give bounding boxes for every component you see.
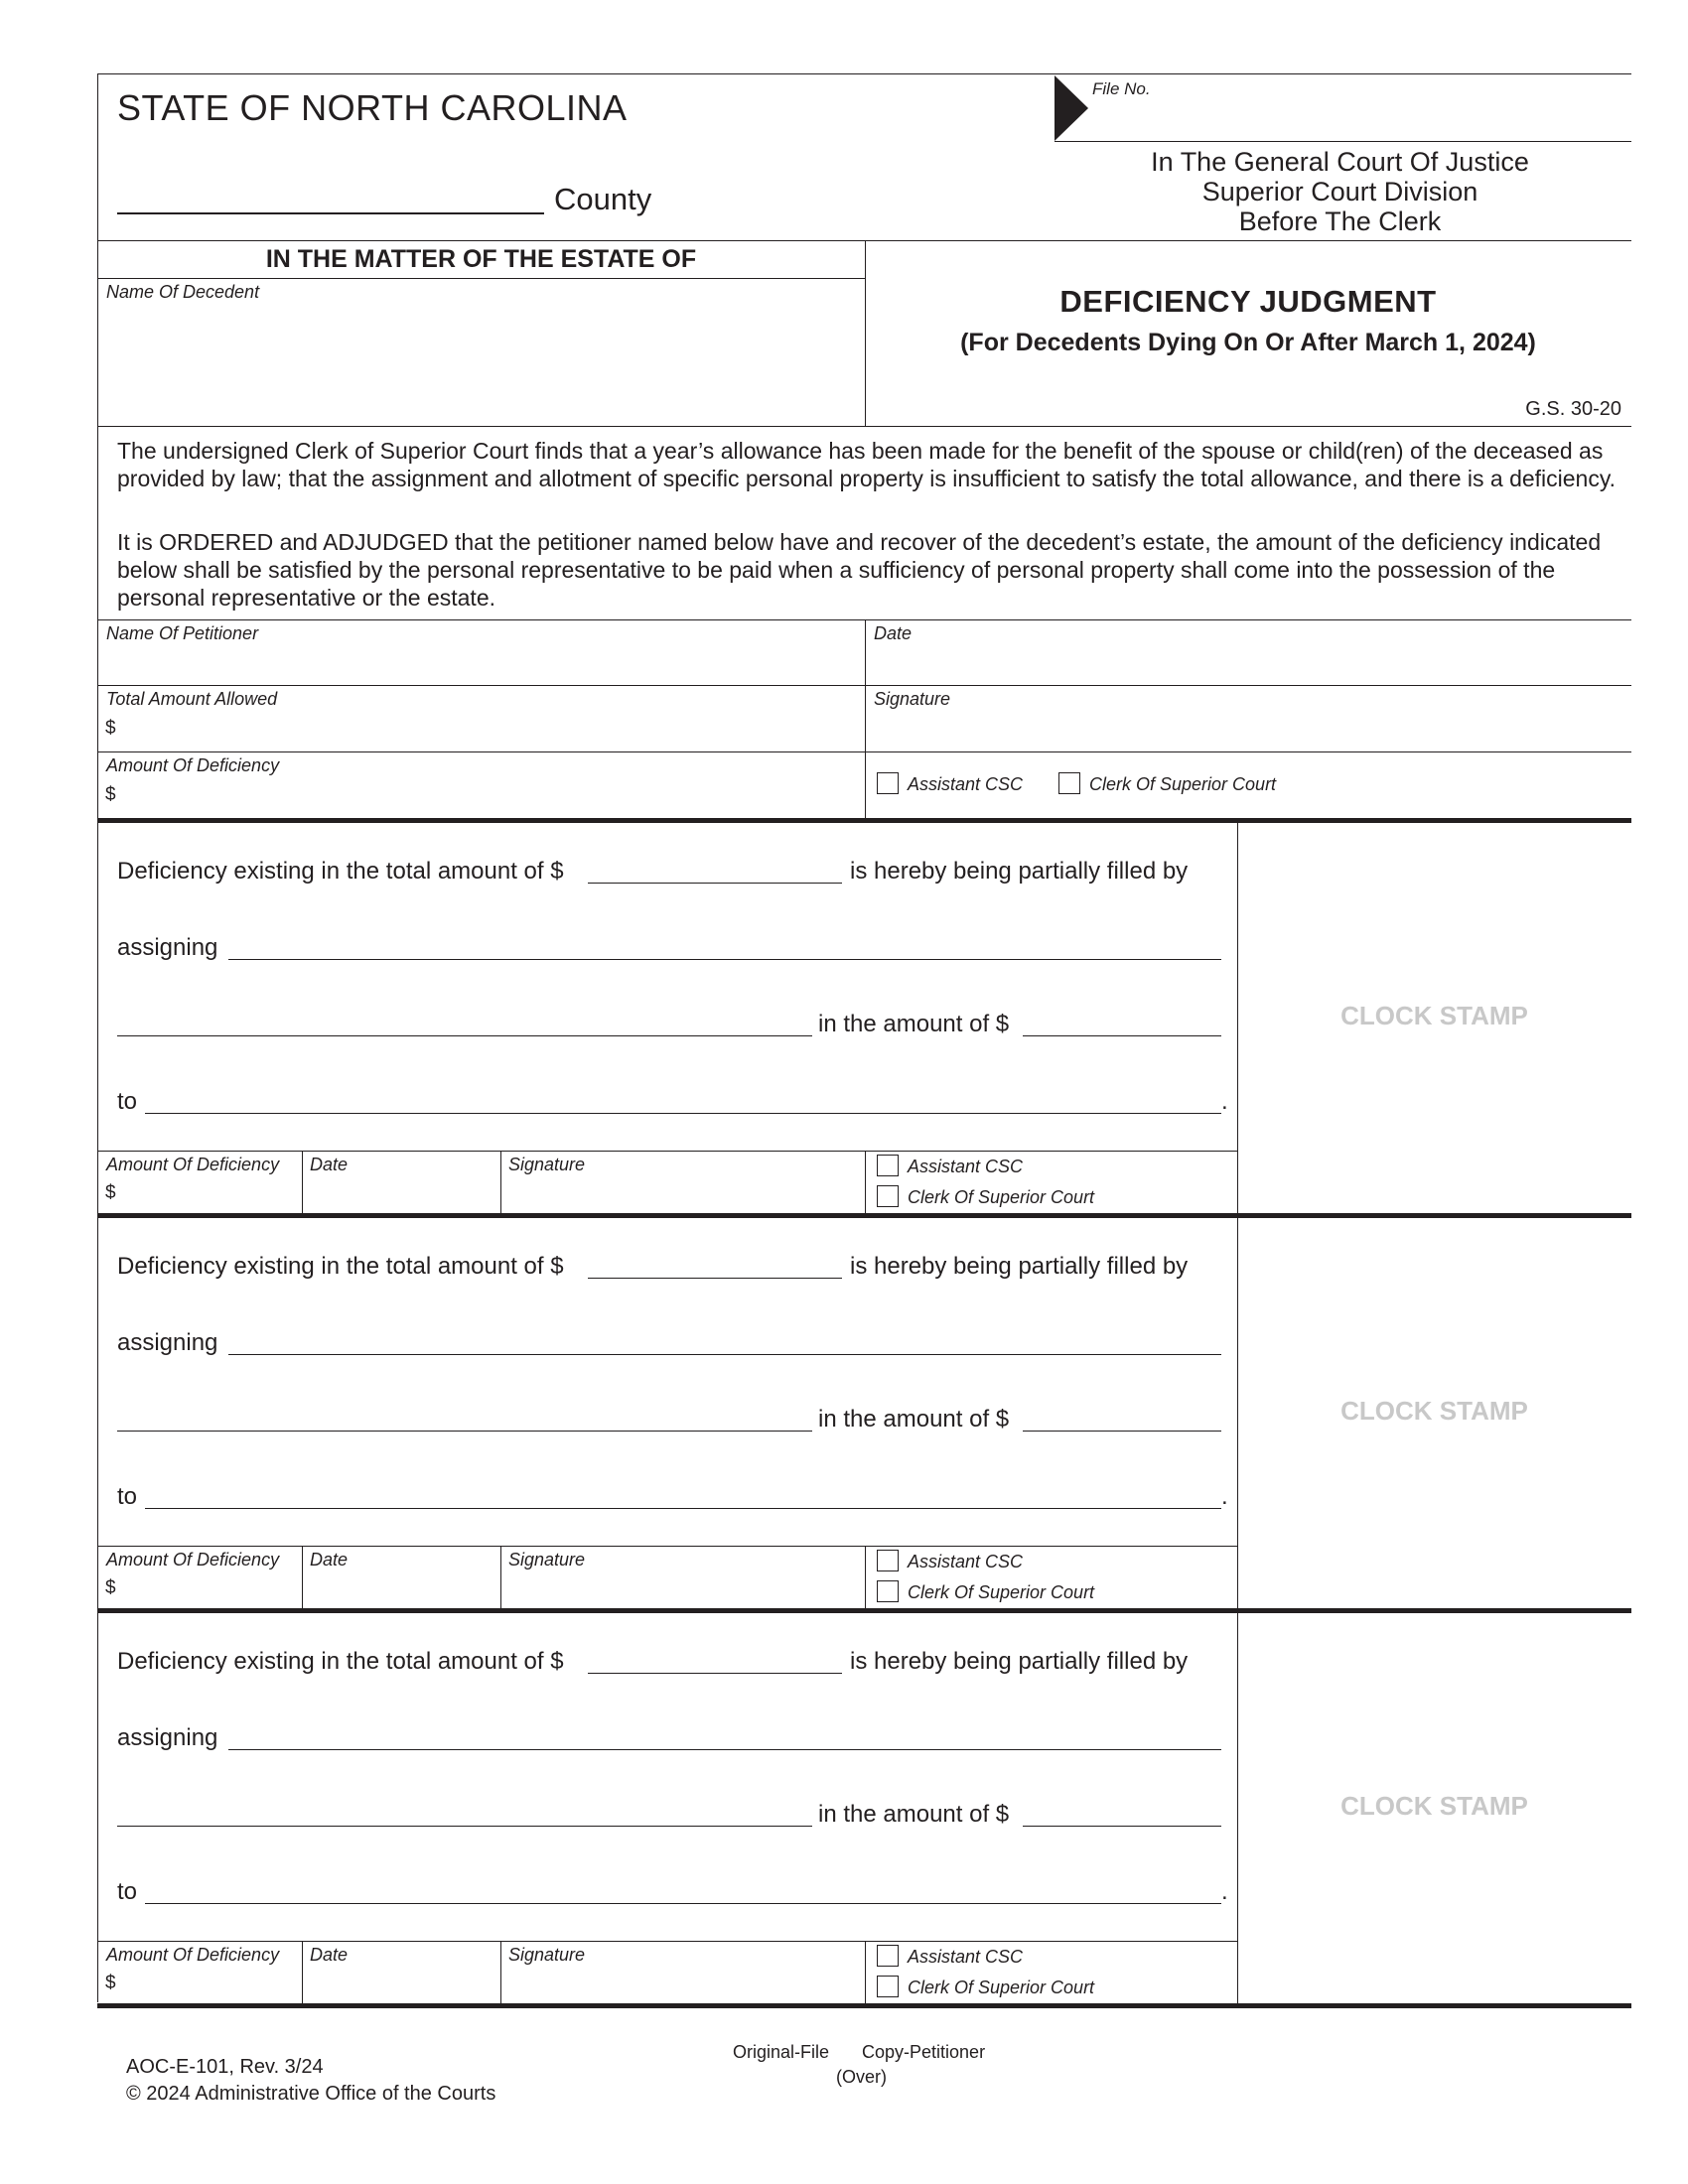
file-no-input[interactable] — [1092, 99, 1628, 139]
entry-2-amount-field[interactable] — [1023, 1431, 1221, 1432]
state-title: STATE OF NORTH CAROLINA — [117, 87, 628, 128]
entry-2-assistant-csc-label: Assistant CSC — [908, 1552, 1024, 1571]
entry-3-property-field[interactable] — [117, 1826, 812, 1827]
entry-2-clerk-label: Clerk Of Superior Court — [908, 1582, 1095, 1602]
findings-paragraph-2: It is ORDERED and ADJUDGED that the petitioner named below have and recover of the decedent’s estate, the amount of the deficiency indicated below shall be satisfied by the personal representative to be paid when a sufficiency of personal property shall come into the possession of the personal representative or the estate. — [117, 529, 1602, 611]
decedent-label: Name Of Decedent — [106, 282, 260, 302]
entry-3-period: . — [1221, 1878, 1228, 1905]
entry-2-clock-stamp: CLOCK STAMP — [1340, 1396, 1528, 1426]
court-line-1: In The General Court Of Justice — [1151, 147, 1529, 177]
petition-signature-label: Signature — [874, 689, 951, 709]
entry-2-to-label: to — [117, 1483, 138, 1510]
entry-1-to-field[interactable] — [145, 1113, 1221, 1114]
petition-row-1-border — [97, 685, 1631, 686]
entry-2-assigning-field[interactable] — [228, 1354, 1221, 1355]
entry-1-footer-border — [97, 1151, 1237, 1152]
entry-1-divider-c — [865, 1151, 866, 1214]
file-no-arrow-icon — [1055, 75, 1088, 141]
entry-3-to-label: to — [117, 1878, 138, 1905]
entry-3-to-field[interactable] — [145, 1903, 1221, 1904]
entry-2-footer-border — [97, 1546, 1237, 1547]
copyright: © 2024 Administrative Office of the Courts — [126, 2083, 496, 2105]
petition-row-2-border — [97, 751, 1631, 752]
entry-2-divider-c — [865, 1546, 866, 1609]
entry-3-date-label: Date — [310, 1945, 349, 1965]
entry-1-assistant-csc-checkbox[interactable] — [877, 1155, 899, 1176]
entry-3-assistant-csc-label: Assistant CSC — [908, 1947, 1024, 1967]
petition-clerk-label: Clerk Of Superior Court — [1089, 774, 1277, 794]
findings-paragraph-1: The undersigned Clerk of Superior Court finds that a year’s allowance has been made for the benefit of the spouse or child(ren) of the deceased as provided by law; that the assignment and allotment of specific personal property is insufficient to satisfy the total allowance, and there is a deficiency. — [117, 438, 1617, 491]
entry-1-date-label: Date — [310, 1155, 349, 1174]
petition-deficiency-label: Amount Of Deficiency — [106, 755, 280, 775]
entry-2-line1-text: Deficiency existing in the total amount of $ — [117, 1253, 564, 1280]
entry-1-line1-tail: is hereby being partially filled by — [850, 858, 1189, 885]
left-border — [97, 73, 98, 2002]
petition-assistant-csc-checkbox[interactable] — [877, 772, 899, 794]
petitioner-input[interactable] — [103, 645, 858, 681]
entry-3-signature-input[interactable] — [506, 1968, 860, 1999]
entry-2-period: . — [1221, 1483, 1228, 1510]
entry-1-divider-b — [500, 1151, 501, 1214]
entry-2-date-input[interactable] — [308, 1572, 496, 1604]
entry-1-amount-field[interactable] — [1023, 1035, 1221, 1036]
entry-3-assistant-csc-checkbox[interactable] — [877, 1945, 899, 1967]
entry-1-amount-label: in the amount of $ — [818, 1011, 1010, 1037]
entry-3-top-border — [97, 1608, 1631, 1613]
entry-2-clerk-checkbox[interactable] — [877, 1580, 899, 1602]
entry-3-deficiency-dollar: $ — [105, 1973, 116, 1993]
entry-3-deficiency-input[interactable] — [121, 1970, 298, 1999]
entry-1-period: . — [1221, 1088, 1228, 1115]
petition-date-input[interactable] — [872, 645, 1626, 681]
entry-3-assigning-label: assigning — [117, 1724, 218, 1751]
entry-1-date-input[interactable] — [308, 1177, 496, 1209]
entry-3-line1-text: Deficiency existing in the total amount of $ — [117, 1648, 564, 1675]
statute-ref: G.S. 30-20 — [1525, 398, 1621, 420]
entry-1-signature-input[interactable] — [506, 1177, 860, 1209]
total-allowed-input[interactable] — [121, 715, 856, 749]
entry-2-signature-label: Signature — [508, 1550, 586, 1570]
form-number: AOC-E-101, Rev. 3/24 — [126, 2056, 324, 2078]
decedent-input[interactable] — [103, 304, 858, 421]
entry-1-clerk-label: Clerk Of Superior Court — [908, 1187, 1095, 1207]
entry-1-deficiency-dollar: $ — [105, 1182, 116, 1203]
entry-2-deficiency-label: Amount Of Deficiency — [106, 1550, 280, 1570]
petition-assistant-csc-label: Assistant CSC — [908, 774, 1024, 794]
entry-1-clock-stamp: CLOCK STAMP — [1340, 1001, 1528, 1030]
entry-3-line1-tail: is hereby being partially filled by — [850, 1648, 1189, 1675]
entry-2-assigning-label: assigning — [117, 1329, 218, 1356]
over-note: (Over) — [836, 2067, 887, 2087]
entry-3-signature-label: Signature — [508, 1945, 586, 1965]
entry-3-divider-a — [302, 1941, 303, 2004]
court-line-3: Before The Clerk — [1238, 206, 1442, 236]
entry-2-deficiency-dollar: $ — [105, 1577, 116, 1598]
petition-signature-input[interactable] — [872, 711, 1626, 749]
entry-2-line1-tail: is hereby being partially filled by — [850, 1253, 1189, 1280]
entry-3-total-amount-field[interactable] — [588, 1673, 842, 1674]
entry-1-clerk-checkbox[interactable] — [877, 1185, 899, 1207]
estate-heading-underline — [97, 278, 865, 279]
entry-2-amount-label: in the amount of $ — [818, 1406, 1010, 1433]
entry-2-date-label: Date — [310, 1550, 349, 1570]
file-no-label: File No. — [1092, 79, 1151, 98]
entry-1-to-label: to — [117, 1088, 138, 1115]
entry-3-clock-stamp: CLOCK STAMP — [1340, 1791, 1528, 1821]
entry-3-amount-field[interactable] — [1023, 1826, 1221, 1827]
county-field[interactable] — [117, 212, 544, 214]
entry-1-signature-label: Signature — [508, 1155, 586, 1174]
petition-divider — [865, 619, 866, 818]
entry-1-property-field[interactable] — [117, 1035, 812, 1036]
entry-3-footer-border — [97, 1941, 1237, 1942]
entry-3-clerk-checkbox[interactable] — [877, 1976, 899, 1997]
distribution-original: Original-File — [733, 2042, 830, 2062]
entry-1-assistant-csc-label: Assistant CSC — [908, 1157, 1024, 1176]
form-bottom-border — [97, 2003, 1631, 2008]
petition-date-label: Date — [874, 623, 913, 643]
petitioner-label: Name Of Petitioner — [106, 623, 259, 643]
entry-1-top-border — [97, 818, 1631, 823]
petition-deficiency-dollar: $ — [105, 784, 116, 805]
entry-1-deficiency-input[interactable] — [121, 1179, 298, 1209]
entry-2-to-field[interactable] — [145, 1508, 1221, 1509]
county-label: County — [554, 182, 652, 216]
distribution-copy: Copy-Petitioner — [862, 2042, 986, 2062]
entry-2-property-field[interactable] — [117, 1431, 812, 1432]
entry-2-top-border — [97, 1213, 1631, 1218]
form-title: DEFICIENCY JUDGMENT — [1059, 284, 1437, 319]
estate-heading: IN THE MATTER OF THE ESTATE OF — [265, 245, 697, 273]
entry-3-assigning-field[interactable] — [228, 1749, 1221, 1750]
petition-deficiency-input[interactable] — [121, 780, 856, 814]
total-allowed-label: Total Amount Allowed — [106, 689, 278, 709]
entry-1-divider-a — [302, 1151, 303, 1214]
findings-top-border — [97, 426, 1631, 427]
total-allowed-dollar: $ — [105, 718, 116, 739]
entry-3-deficiency-label: Amount Of Deficiency — [106, 1945, 280, 1965]
entry-2-assistant-csc-checkbox[interactable] — [877, 1550, 899, 1571]
entry-1-total-amount-field[interactable] — [588, 883, 842, 884]
entry-3-date-input[interactable] — [308, 1968, 496, 1999]
entry-1-assigning-field[interactable] — [228, 959, 1221, 960]
entry-3-clerk-label: Clerk Of Superior Court — [908, 1978, 1095, 1997]
petition-clerk-checkbox[interactable] — [1058, 772, 1080, 794]
entry-2-total-amount-field[interactable] — [588, 1278, 842, 1279]
entry-3-divider-c — [865, 1941, 866, 2004]
entry-2-divider-b — [500, 1546, 501, 1609]
file-no-underline — [1055, 141, 1631, 142]
top-border — [97, 73, 1631, 74]
entry-1-assigning-label: assigning — [117, 934, 218, 961]
entry-2-divider-a — [302, 1546, 303, 1609]
entry-3-amount-label: in the amount of $ — [818, 1801, 1010, 1828]
court-line-2: Superior Court Division — [1201, 177, 1478, 206]
entry-1-line1-text: Deficiency existing in the total amount of $ — [117, 858, 564, 885]
entry-2-signature-input[interactable] — [506, 1572, 860, 1604]
entry-1-deficiency-label: Amount Of Deficiency — [106, 1155, 280, 1174]
form-subtitle: (For Decedents Dying On Or After March 1, 2024) — [960, 329, 1536, 356]
entry-2-deficiency-input[interactable] — [121, 1574, 298, 1604]
entry-3-divider-b — [500, 1941, 501, 2004]
